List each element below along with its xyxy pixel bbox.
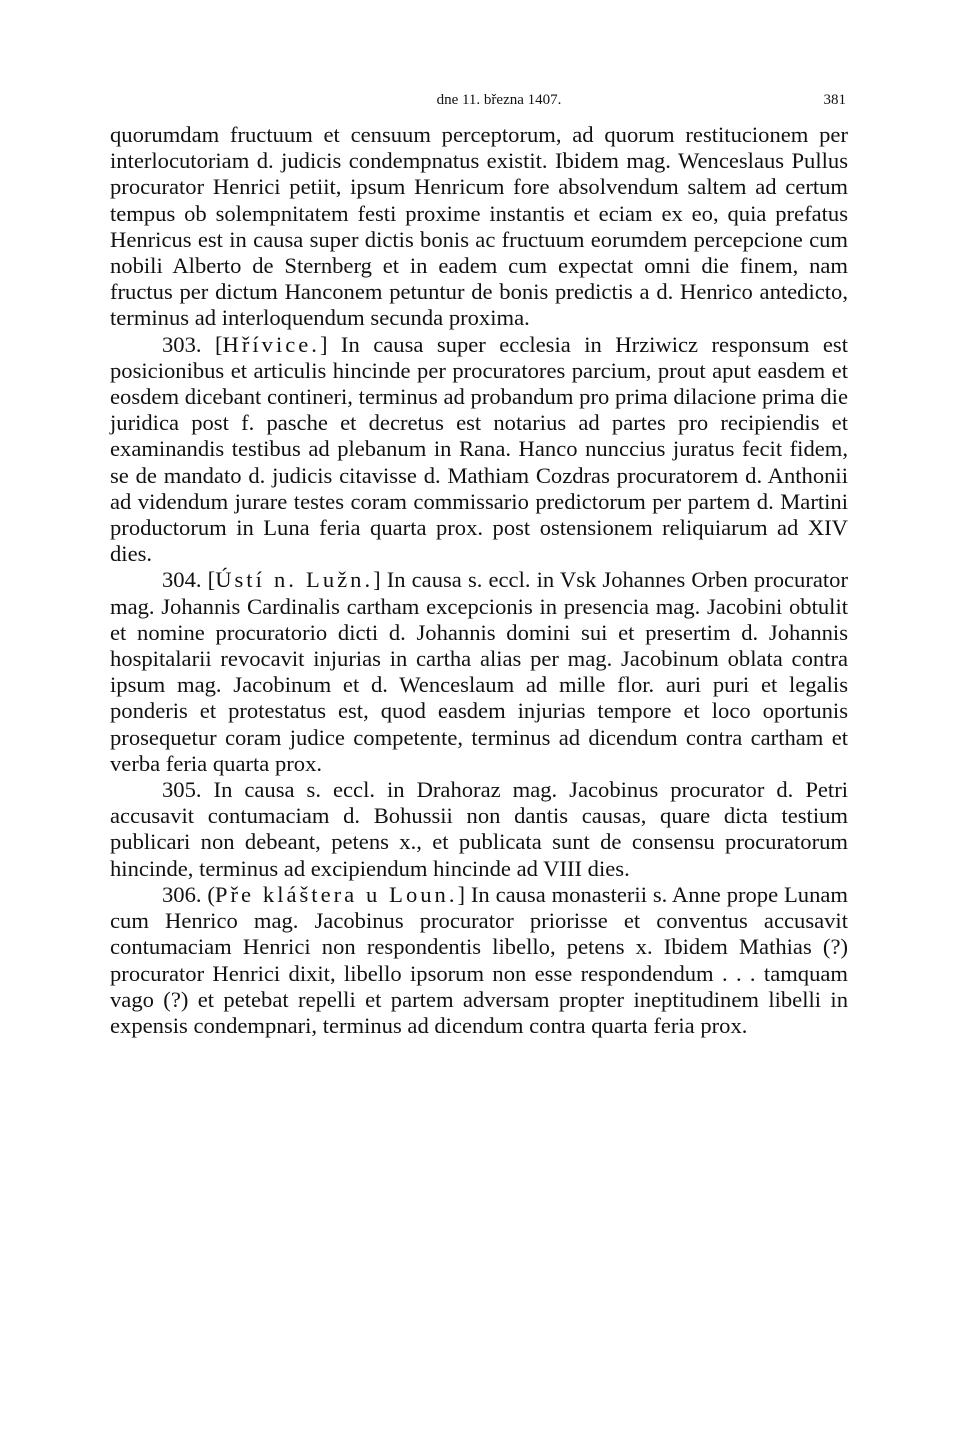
paragraph-text: ] In causa super ecclesia in Hrziwicz responsum est posicionibus et articulis hincinde per procuratores parcium, prout aput easdem et eosdem dicebant contineri, terminus ad probandum pro prima dilacione prima die juridica post f. pasche et decretus est notarius ad partes pro recipiendis et examinandis testibus ad plebanum in Rana. Hanco nunccius juratus fecit fidem, se de mandato d. judicis citavisse d. Mathiam Cozdras procuratorem d. Anthonii ad videndum jurare testes coram commissario predictorum per partem d. Martini productorum in Luna feria quarta prox. post ostensionem reliquiarum ad XIV dies.: [110, 331, 848, 567]
running-head-title: dne 11. března 1407.: [436, 92, 562, 108]
paragraph-305: [110, 777, 848, 882]
document-page: [110, 88, 848, 1039]
paragraph-number: 305.: [162, 777, 202, 803]
paragraph-text: quorumdam fructuum et censuum perceptorum, ad quorum restitucionem per interlocutoriam d. judicis condempnatus existit. Ibidem mag. Wenceslaus Pullus procurator Henrici petiit, ipsum Henricum fore absolvendum saltem ad certum tempus ob solempnitatem festi proxime instantis et eciam ex eo, quia prefatus Henricus est in causa super dictis bonis ac fructuum eorumdem percepcione cum nobili Alberto de Sternberg et in eadem cum expectat omni die finem, nam fructus per dictum Hanconem petuntur de bonis predictis a d. Henrico antedicto, terminus ad interloquendum secunda proxima.: [110, 122, 848, 331]
document-body: [110, 122, 848, 1039]
paragraph-306: [110, 882, 848, 1039]
running-head: [110, 88, 848, 122]
paragraph-304: [110, 567, 848, 777]
paragraph-text: In causa s. eccl. in Drahoraz mag. Jacobinus procurator d. Petri accusavit contumaciam d. Bohussii non dantis causas, quare dicta testium publicari non debeant, petens x., et publicata sunt de consensu procuratorum hincinde, terminus ad excipiendum hincinde ad VIII dies.: [110, 777, 848, 881]
place-name: Hřívice.: [222, 331, 320, 357]
page-number: 381: [823, 92, 846, 108]
paragraph-text: ] In causa monasterii s. Anne prope Lunam cum Henrico mag. Jacobinus procurator priorisse et conventus accusavit contumaciam Henrici non respondentis libello, petens x. Ibidem Mathias (?) procurator Henrici dixit, libello ipsorum non esse respondendum . . . tamquam vago (?) et petebat repelli et partem adversam propter ineptitudinem libelli in expensis condempnari, terminus ad dicendum contra quarta feria prox.: [110, 881, 848, 1038]
paragraph-number: 304. [: [162, 567, 216, 593]
paragraph-number: 303. [: [162, 331, 223, 357]
place-name: Ústí n. Lužn.: [215, 567, 374, 593]
paragraph-text: ] In causa s. eccl. in Vsk Johannes Orben procurator mag. Johannis Cardinalis cartham excepcionis in presencia mag. Jacobini obtulit et nomine procuratorio dicti d. Johannis domini sui et presertim d. Johannis hospitalarii revocavit injurias in cartha alias per mag. Jacobinum oblata contra ipsum mag. Jacobinum et d. Wenceslaum ad mille flor. auri puri et legalis ponderis et protestatus est, quod easdem injurias tempore et loco oportunis prosequetur coram judice competente, terminus ad dicendum contra cartham et verba feria quarta prox.: [110, 567, 849, 776]
paragraph-303: [110, 332, 848, 568]
place-name: Pře kláštera u Loun.: [214, 881, 458, 907]
paragraph-number: 306. (: [162, 881, 215, 907]
paragraph-continued: [110, 122, 848, 332]
